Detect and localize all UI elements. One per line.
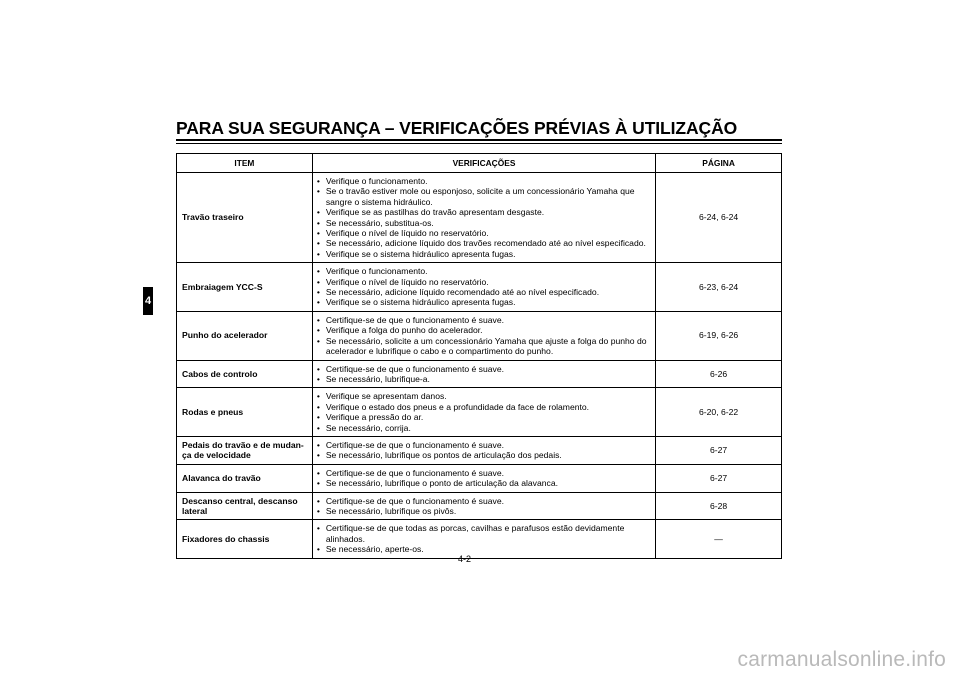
item-cell: Cabos de controlo: [177, 360, 313, 388]
table-row: [177, 173, 782, 263]
checks-cell: [312, 263, 655, 312]
column-header-checks: VERIFICAÇÕES: [312, 154, 655, 173]
table-row: [177, 436, 782, 464]
title-rule-thick: [176, 139, 782, 141]
checks-cell: [312, 360, 655, 388]
page-ref-cell: 6-20, 6-22: [656, 388, 782, 437]
check-item: • Verifique a folga do punho do acelerador.: [317, 325, 651, 335]
table-row: [177, 520, 782, 558]
check-item: • Se necessário, substitua-os.: [317, 218, 651, 228]
page-ref-cell: 6-24, 6-24: [656, 173, 782, 263]
page-ref-cell: 6-19, 6-26: [656, 311, 782, 360]
table-row: [177, 263, 782, 312]
table-row: [177, 360, 782, 388]
page-ref-cell: 6-27: [656, 436, 782, 464]
table-row: [177, 464, 782, 492]
item-cell: Descanso central, descanso lateral: [177, 492, 313, 520]
check-item: • Verifique o nível de líquido no reservatório.: [317, 228, 651, 238]
check-item: • Se necessário, solicite a um concessionário Yamaha que ajuste a folga do punho do acelerador e lubrifique o cabo e o compartimento do punho.: [317, 336, 651, 357]
check-item: • Verifique se as pastilhas do travão apresentam desgaste.: [317, 207, 651, 217]
page-ref-cell: 6-28: [656, 492, 782, 520]
table-body: [177, 173, 782, 559]
check-item: • Verifique a pressão do ar.: [317, 412, 651, 422]
check-item: • Verifique o funcionamento.: [317, 176, 651, 186]
check-item: • Verifique se o sistema hidráulico apresenta fugas.: [317, 249, 651, 259]
page-ref-cell: 6-26: [656, 360, 782, 388]
checks-cell: [312, 492, 655, 520]
check-item: • Se necessário, lubrifique os pivôs.: [317, 506, 651, 516]
item-cell: Rodas e pneus: [177, 388, 313, 437]
check-item: • Verifique o funcionamento.: [317, 266, 651, 276]
item-cell: Embraiagem YCC-S: [177, 263, 313, 312]
page-ref-cell: —: [656, 520, 782, 558]
check-item: • Se necessário, corrija.: [317, 423, 651, 433]
column-header-item: ITEM: [177, 154, 313, 173]
checks-list: [317, 315, 651, 357]
checks-list: [317, 176, 651, 259]
check-item: • Se o travão estiver mole ou esponjoso, solicite a um concessionário Yamaha que sangre o sistema hidráulico.: [317, 186, 651, 207]
chapter-tab: 4: [143, 287, 153, 315]
checks-cell: [312, 520, 655, 558]
check-item: • Verifique se o sistema hidráulico apresenta fugas.: [317, 297, 651, 307]
checks-cell: [312, 464, 655, 492]
check-item: • Certifique-se de que o funcionamento é suave.: [317, 364, 651, 374]
page-title: PARA SUA SEGURANÇA – VERIFICAÇÕES PRÉVIAS À UTILIZAÇÃO: [176, 118, 738, 138]
watermark: carmanualsonline.info: [737, 648, 946, 671]
check-item: • Se necessário, adicione líquido dos travões recomendado até ao nível especificado.: [317, 238, 651, 248]
page-ref-cell: 6-27: [656, 464, 782, 492]
checks-list: [317, 523, 651, 554]
checks-cell: [312, 311, 655, 360]
check-item: • Certifique-se de que o funcionamento é suave.: [317, 468, 651, 478]
column-header-page: PÁGINA: [656, 154, 782, 173]
checks-cell: [312, 173, 655, 263]
table-header-row: [177, 154, 782, 173]
page-number: 4-2: [458, 554, 472, 564]
check-item: • Se necessário, lubrifique os pontos de articulação dos pedais.: [317, 450, 651, 460]
check-item: • Se necessário, lubrifique-a.: [317, 374, 651, 384]
check-item: • Se necessário, aperte-os.: [317, 544, 651, 554]
table-row: [177, 388, 782, 437]
checks-list: [317, 468, 651, 489]
check-item: • Certifique-se de que todas as porcas, cavilhas e parafusos estão devidamente alinhados.: [317, 523, 651, 544]
check-item: • Se necessário, adicione líquido recomendado até ao nível especificado.: [317, 287, 651, 297]
page-ref-cell: 6-23, 6-24: [656, 263, 782, 312]
checks-list: [317, 364, 651, 385]
checks-cell: [312, 388, 655, 437]
title-rule-thin: [176, 143, 782, 144]
checks-list: [317, 496, 651, 517]
check-item: • Verifique se apresentam danos.: [317, 391, 651, 401]
check-item: • Certifique-se de que o funcionamento é suave.: [317, 440, 651, 450]
check-item: • Verifique o estado dos pneus e a profundidade da face de rolamento.: [317, 402, 651, 412]
table-row: [177, 311, 782, 360]
checks-list: [317, 266, 651, 308]
checks-cell: [312, 436, 655, 464]
item-cell: Travão traseiro: [177, 173, 313, 263]
check-item: • Se necessário, lubrifique o ponto de articulação da alavanca.: [317, 478, 651, 488]
check-item: • Verifique o nível de líquido no reservatório.: [317, 277, 651, 287]
checks-table: [176, 153, 782, 559]
check-item: • Certifique-se de que o funcionamento é suave.: [317, 315, 651, 325]
item-cell: Alavanca do travão: [177, 464, 313, 492]
item-cell: Punho do acelerador: [177, 311, 313, 360]
checks-list: [317, 391, 651, 433]
item-cell: Pedais do travão e de mudan-ça de velocidade: [177, 436, 313, 464]
check-item: • Certifique-se de que o funcionamento é suave.: [317, 496, 651, 506]
checks-list: [317, 440, 651, 461]
item-cell: Fixadores do chassis: [177, 520, 313, 558]
table-row: [177, 492, 782, 520]
